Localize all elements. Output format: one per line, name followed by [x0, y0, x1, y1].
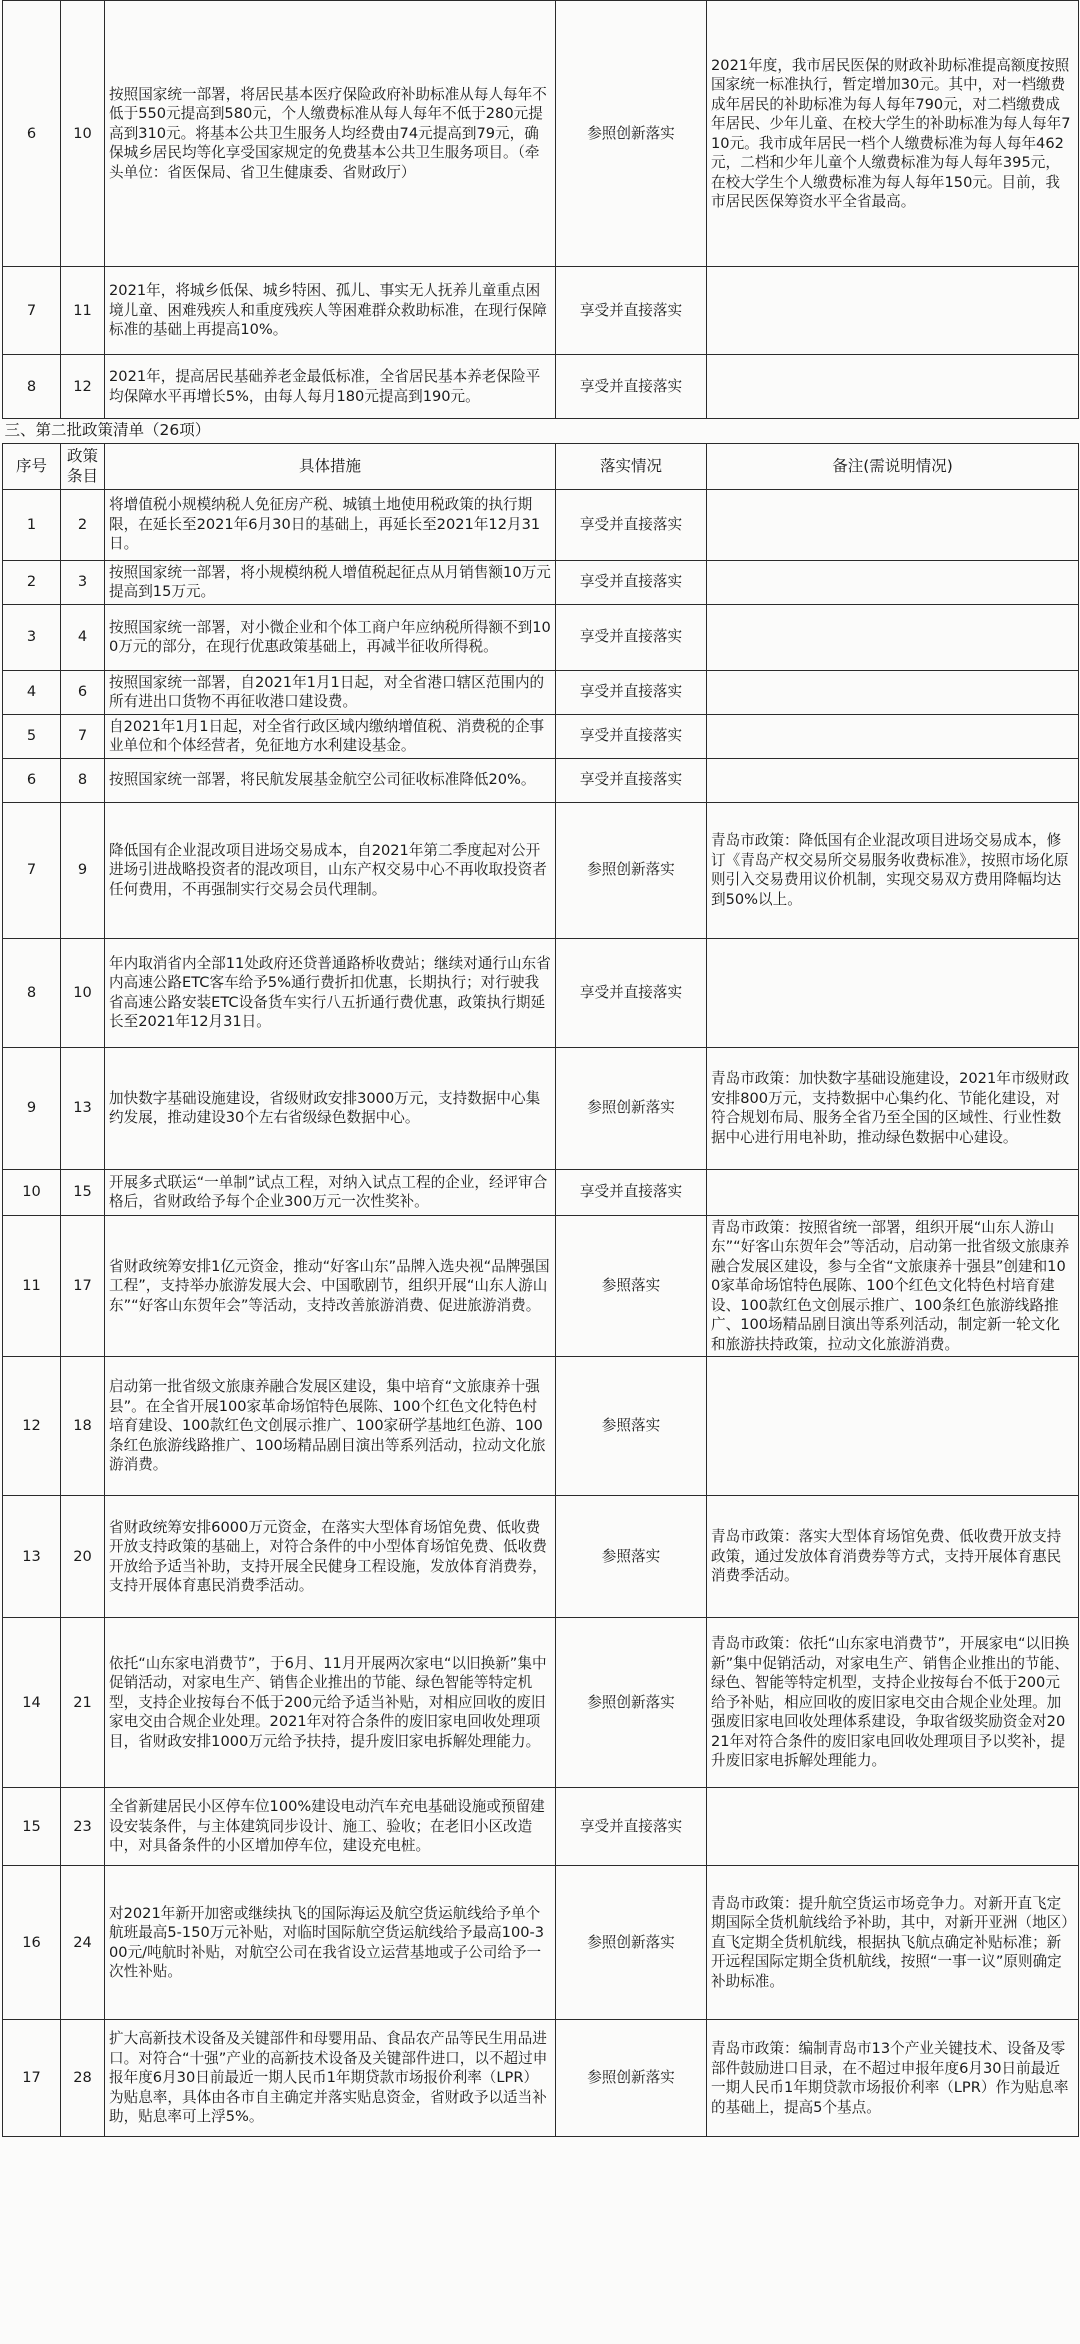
status-cell: 享受并直接落实 — [556, 1169, 707, 1215]
status-cell: 享受并直接落实 — [556, 1788, 707, 1866]
item-cell: 11 — [61, 267, 105, 355]
table-row — [3, 1618, 1079, 1788]
seq-cell: 14 — [3, 1618, 61, 1788]
table-row — [3, 1215, 1079, 1357]
measure-cell: 按照国家统一部署，将居民基本医疗保险政府补助标准从每人每年不低于550元提高到580元，个人缴费标准从每人每年不低于280元提高到310元。将基本公共卫生服务人均经费由74元提高到79元，确保城乡居民均等化享受国家规定的免费基本公共卫生服务项目。（牵头单位：省医保局、省卫生健康委、省财政厅） — [105, 1, 556, 267]
status-cell: 享受并直接落实 — [556, 604, 707, 670]
status-cell: 享受并直接落实 — [556, 938, 707, 1047]
header-item: 政策条目 — [61, 443, 105, 489]
header-status: 落实情况 — [556, 443, 707, 489]
measure-cell: 全省新建居民小区停车位100%建设电动汽车充电基础设施或预留建设安装条件，与主体建筑同步设计、施工、验收；在老旧小区改造中，对具备条件的小区增加停车位，建设充电桩。 — [105, 1788, 556, 1866]
item-cell: 10 — [61, 1, 105, 267]
table-row — [3, 489, 1079, 560]
seq-cell: 13 — [3, 1496, 61, 1618]
note-cell — [707, 355, 1079, 419]
note-cell — [707, 267, 1079, 355]
section-title: 三、第二批政策清单（26项） — [3, 419, 1079, 444]
seq-cell: 15 — [3, 1788, 61, 1866]
measure-cell: 2021年，将城乡低保、城乡特困、孤儿、事实无人抚养儿童重点困境儿童、困难残疾人和重度残疾人等困难群众救助标准，在现行保障标准的基础上再提高10%。 — [105, 267, 556, 355]
item-cell: 20 — [61, 1496, 105, 1618]
note-cell — [707, 560, 1079, 604]
seq-cell: 6 — [3, 758, 61, 802]
status-cell: 参照创新落实 — [556, 1618, 707, 1788]
header-note: 备注(需说明情况) — [707, 443, 1079, 489]
measure-cell: 对2021年新开加密或继续执飞的国际海运及航空货运航线给予单个航班最高5-150万元补贴，对临时国际航空货运航线给予最高100-300元/吨航时补贴，对航空公司在我省设立运营基地或子公司给予一次性补贴。 — [105, 1866, 556, 2020]
column-header-row — [3, 443, 1079, 489]
table-row — [3, 355, 1079, 419]
seq-cell: 8 — [3, 938, 61, 1047]
table-row — [3, 670, 1079, 714]
seq-cell: 2 — [3, 560, 61, 604]
measure-cell: 2021年，提高居民基础养老金最低标准，全省居民基本养老保险平均保障水平再增长5%，由每人每月180元提高到190元。 — [105, 355, 556, 419]
table-row — [3, 1357, 1079, 1496]
item-cell: 28 — [61, 2020, 105, 2137]
table-row — [3, 560, 1079, 604]
measure-cell: 年内取消省内全部11处政府还贷普通路桥收费站；继续对通行山东省内高速公路ETC客车给予5%通行费折扣优惠，长期执行；对行驶我省高速公路安装ETC设备货车实行八五折通行费优惠，政策执行期延长至2021年12月31日。 — [105, 938, 556, 1047]
status-cell: 参照落实 — [556, 1357, 707, 1496]
note-cell: 青岛市政策：依托“山东家电消费节”，开展家电“以旧换新”集中促销活动，对家电生产、销售企业推出的节能、绿色、智能等特定机型，支持企业按每台不低于200元给予补贴，相应回收的废旧家电交由合规企业处理。加强废旧家电回收处理体系建设，争取省级奖励资金对2021年对符合条件的废旧家电回收处理项目予以奖补，提升废旧家电拆解处理能力。 — [707, 1618, 1079, 1788]
policy-table — [2, 0, 1079, 2137]
item-cell: 21 — [61, 1618, 105, 1788]
status-cell: 参照落实 — [556, 1496, 707, 1618]
note-cell — [707, 670, 1079, 714]
seq-cell: 9 — [3, 1047, 61, 1169]
status-cell: 享受并直接落实 — [556, 758, 707, 802]
status-cell: 参照创新落实 — [556, 802, 707, 938]
seq-cell: 5 — [3, 714, 61, 758]
measure-cell: 按照国家统一部署，对小微企业和个体工商户年应纳税所得额不到100万元的部分，在现行优惠政策基础上，再减半征收所得税。 — [105, 604, 556, 670]
measure-cell: 自2021年1月1日起，对全省行政区域内缴纳增值税、消费税的企事业单位和个体经营者，免征地方水利建设基金。 — [105, 714, 556, 758]
item-cell: 6 — [61, 670, 105, 714]
seq-cell: 8 — [3, 355, 61, 419]
item-cell: 10 — [61, 938, 105, 1047]
table-row — [3, 267, 1079, 355]
status-cell: 享受并直接落实 — [556, 714, 707, 758]
table-row — [3, 604, 1079, 670]
measure-cell: 降低国有企业混改项目进场交易成本，自2021年第二季度起对公开进场引进战略投资者的混改项目，山东产权交易中心不再收取投资者任何费用，不再强制实行交易会员代理制。 — [105, 802, 556, 938]
measure-cell: 省财政统筹安排6000万元资金，在落实大型体育场馆免费、低收费开放支持政策的基础上，对符合条件的中小型体育场馆免费、低收费开放给予适当补助，支持开展全民健身工程设施，发放体育消费券，支持开展体育惠民消费季活动。 — [105, 1496, 556, 1618]
item-cell: 4 — [61, 604, 105, 670]
item-cell: 13 — [61, 1047, 105, 1169]
measure-cell: 将增值税小规模纳税人免征房产税、城镇土地使用税政策的执行期限，在延长至2021年6月30日的基础上，再延长至2021年12月31日。 — [105, 489, 556, 560]
seq-cell: 17 — [3, 2020, 61, 2137]
item-cell: 12 — [61, 355, 105, 419]
table-row — [3, 802, 1079, 938]
seq-cell: 4 — [3, 670, 61, 714]
item-cell: 18 — [61, 1357, 105, 1496]
note-cell — [707, 1169, 1079, 1215]
item-cell: 17 — [61, 1215, 105, 1357]
item-cell: 2 — [61, 489, 105, 560]
status-cell: 参照创新落实 — [556, 1866, 707, 2020]
seq-cell: 1 — [3, 489, 61, 560]
table-row — [3, 714, 1079, 758]
measure-cell: 按照国家统一部署，将小规模纳税人增值税起征点从月销售额10万元提高到15万元。 — [105, 560, 556, 604]
seq-cell: 6 — [3, 1, 61, 267]
status-cell: 参照创新落实 — [556, 2020, 707, 2137]
note-cell: 青岛市政策：提升航空货运市场竞争力。对新开直飞定期国际全货机航线给予补助，其中，对新开亚洲（地区）直飞定期全货机航线，根据执飞航点确定补贴标准；新开远程国际定期全货机航线，按照“一事一议”原则确定补助标准。 — [707, 1866, 1079, 2020]
status-cell: 享受并直接落实 — [556, 489, 707, 560]
table-row — [3, 2020, 1079, 2137]
note-cell: 2021年度，我市居民医保的财政补助标准提高额度按照国家统一标准执行，暂定增加30元。其中，对一档缴费成年居民的补助标准为每人每年790元，对二档缴费成年居民、少年儿童、在校大学生的补助标准为每人每年710元。我市成年居民一档个人缴费标准为每人每年462元，二档和少年儿童个人缴费标准为每人每年395元，在校大学生个人缴费标准为每人每年150元。目前，我市居民医保筹资水平全省最高。 — [707, 1, 1079, 267]
measure-cell: 按照国家统一部署，将民航发展基金航空公司征收标准降低20%。 — [105, 758, 556, 802]
table-row — [3, 1047, 1079, 1169]
note-cell: 青岛市政策：按照省统一部署，组织开展“山东人游山东”“好客山东贺年会”等活动，启动第一批省级文旅康养融合发展区建设，参与全省“文旅康养十强县”创建和100家革命场馆特色展陈、100个红色文化特色村培育建设、100款红色文创展示推广、100条红色旅游线路推广、100场精品剧目演出等系列活动，制定新一轮文化和旅游扶持政策，拉动文化旅游消费。 — [707, 1215, 1079, 1357]
section-header-row — [3, 419, 1079, 444]
status-cell: 享受并直接落实 — [556, 670, 707, 714]
measure-cell: 加快数字基础设施建设，省级财政安排3000万元，支持数据中心集约发展，推动建设30个左右省级绿色数据中心。 — [105, 1047, 556, 1169]
seq-cell: 10 — [3, 1169, 61, 1215]
table-row — [3, 1788, 1079, 1866]
status-cell: 享受并直接落实 — [556, 267, 707, 355]
measure-cell: 启动第一批省级文旅康养融合发展区建设，集中培育“文旅康养十强县”。在全省开展100家革命场馆特色展陈、100个红色文化特色村培育建设、100款红色文创展示推广、100家研学基地红色游、100条红色旅游线路推广、100场精品剧目演出等系列活动，拉动文化旅游消费。 — [105, 1357, 556, 1496]
status-cell: 参照落实 — [556, 1215, 707, 1357]
table-row — [3, 938, 1079, 1047]
note-cell: 青岛市政策：加快数字基础设施建设，2021年市级财政安排800万元，支持数据中心集约化、节能化建设，对符合规划布局、服务全省乃至全国的区域性、行业性数据中心进行用电补助，推动绿色数据中心建设。 — [707, 1047, 1079, 1169]
note-cell — [707, 714, 1079, 758]
item-cell: 9 — [61, 802, 105, 938]
note-cell: 青岛市政策：编制青岛市13个产业关键技术、设备及零部件鼓励进口目录，在不超过申报年度6月30日前最近一期人民币1年期贷款市场报价利率（LPR）作为贴息率的基础上，提高5个基点。 — [707, 2020, 1079, 2137]
measure-cell: 开展多式联运“一单制”试点工程，对纳入试点工程的企业，经评审合格后，省财政给予每个企业300万元一次性奖补。 — [105, 1169, 556, 1215]
measure-cell: 省财政统筹安排1亿元资金，推动“好客山东”品牌入选央视“品牌强国工程”，支持举办旅游发展大会、中国歌剧节，组织开展“山东人游山东”“好客山东贺年会”等活动，支持改善旅游消费、促进旅游消费。 — [105, 1215, 556, 1357]
table-row — [3, 1496, 1079, 1618]
note-cell: 青岛市政策：落实大型体育场馆免费、低收费开放支持政策，通过发放体育消费券等方式，支持开展体育惠民消费季活动。 — [707, 1496, 1079, 1618]
measure-cell: 依托“山东家电消费节”，于6月、11月开展两次家电“以旧换新”集中促销活动，对家电生产、销售企业推出的节能、绿色智能等特定机型，支持企业按每台不低于200元给予适当补贴，对相应回收的废旧家电交由合规企业处理。2021年对符合条件的废旧家电回收处理项目，省财政安排1000万元给予扶持，提升废旧家电拆解处理能力。 — [105, 1618, 556, 1788]
note-cell — [707, 938, 1079, 1047]
item-cell: 23 — [61, 1788, 105, 1866]
seq-cell: 12 — [3, 1357, 61, 1496]
note-cell — [707, 489, 1079, 560]
seq-cell: 7 — [3, 267, 61, 355]
item-cell: 15 — [61, 1169, 105, 1215]
seq-cell: 11 — [3, 1215, 61, 1357]
status-cell: 享受并直接落实 — [556, 355, 707, 419]
note-cell — [707, 1788, 1079, 1866]
note-cell — [707, 1357, 1079, 1496]
note-cell — [707, 758, 1079, 802]
status-cell: 参照创新落实 — [556, 1, 707, 267]
header-measure: 具体措施 — [105, 443, 556, 489]
table-row — [3, 758, 1079, 802]
header-seq: 序号 — [3, 443, 61, 489]
item-cell: 24 — [61, 1866, 105, 2020]
note-cell — [707, 604, 1079, 670]
item-cell: 3 — [61, 560, 105, 604]
item-cell: 7 — [61, 714, 105, 758]
table-row — [3, 1169, 1079, 1215]
measure-cell: 扩大高新技术设备及关键部件和母婴用品、食品农产品等民生用品进口。对符合“十强”产业的高新技术设备及关键部件进口，以不超过申报年度6月30日前最近一期人民币1年期贷款市场报价利率（LPR）为贴息率，具体由各市自主确定并落实贴息资金，省财政予以适当补助，贴息率可上浮5%。 — [105, 2020, 556, 2137]
table-row — [3, 1866, 1079, 2020]
note-cell: 青岛市政策：降低国有企业混改项目进场交易成本，修订《青岛产权交易所交易服务收费标准》，按照市场化原则引入交易费用议价机制，实现交易双方费用降幅均达到50%以上。 — [707, 802, 1079, 938]
seq-cell: 7 — [3, 802, 61, 938]
item-cell: 8 — [61, 758, 105, 802]
seq-cell: 16 — [3, 1866, 61, 2020]
status-cell: 参照创新落实 — [556, 1047, 707, 1169]
status-cell: 享受并直接落实 — [556, 560, 707, 604]
seq-cell: 3 — [3, 604, 61, 670]
measure-cell: 按照国家统一部署，自2021年1月1日起，对全省港口辖区范围内的所有进出口货物不再征收港口建设费。 — [105, 670, 556, 714]
table-row — [3, 1, 1079, 267]
